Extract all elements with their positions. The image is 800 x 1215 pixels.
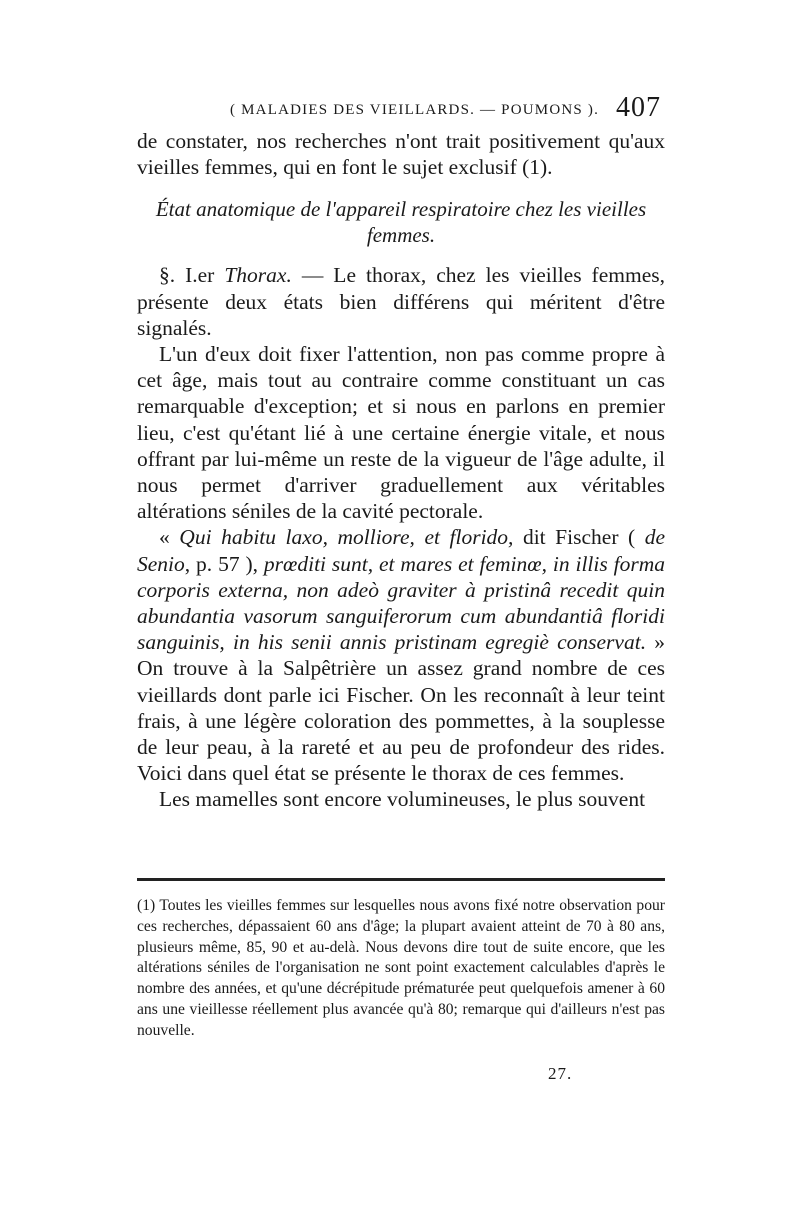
latin-quote-part1: Qui habitu laxo, molliore, et florido, [179,525,514,550]
running-head: ( MALADIES DES VIEILLARDS. — POUMONS ). [230,102,600,118]
paragraph-mamelles: Les mamelles sont encore volumineuses, le plus souvent [159,787,646,812]
quote-open: « [159,525,180,550]
paragraph-intro: de constater, nos recherches n'ont trait positivement qu'aux vieilles femmes, qui en font le sujet exclusif (1). [137,129,665,180]
footnote [137,896,665,1042]
page-number: 407 [616,92,661,123]
section-heading-line2: femmes. [366,223,436,248]
paragraph-thorax-text: — Le thorax, chez les vieilles femmes, présente deux états bien différens qui méritent d'être signalés. [137,263,665,340]
page-body [137,128,665,813]
footnote-divider [137,878,665,881]
section-heading-line1: État anatomique de l'appareil respiratoire chez les vieilles [155,197,647,222]
citation-author: dit Fischer ( [513,525,645,550]
paragraph-salpetriere: » On trouve à la Salpêtrière un assez grand nombre de ces vieillards dont parle ici Fischer. On les reconnaît à leur teint frais, à une légère coloration des pommettes, à la souplesse de leur peau, à la rareté et au peu de profondeur des rides. Voici dans quel état se présente le thorax de ces femmes. [137,630,665,786]
section-number: §. I.er [159,263,215,288]
section-heading [137,196,665,248]
page-header [0,92,800,132]
latin-quote-part2: prœditi sunt, et mares et feminœ, in illis forma corporis externa, non adeò graviter à pristinâ recedit quin abundantia vasorum sanguiferorum cum abundantiâ floridi sanguinis, in his senii annis pristinam egregiè conservat. [137,551,665,655]
paragraph-exception: L'un d'eux doit fixer l'attention, non pas comme propre à cet âge, mais tout au contraire comme constituant un cas remarquable d'exception; et si nous en parlons en premier lieu, c'est qu'étant lié à une certaine énergie vitale, et nous offrant par lui-même un reste de la vigueur de l'âge adulte, il nous permet d'arriver graduellement aux véritables altérations séniles de la cavité pectorale. [137,342,665,524]
section-title: Thorax. [224,263,292,288]
citation-source: de Senio [137,525,666,576]
signature-mark: 27. [548,1064,573,1083]
footnote-text: (1) Toutes les vieilles femmes sur lesquelles nous avons fixé notre observation pour ces recherches, dépassaient 60 ans d'âge; la plupart avaient atteint de 70 à 80 ans, plusieurs même, 85, 90 et au-delà. Nous devons dire tout de suite encore, que les altérations séniles de l'organisation ne sont point exactement calculables d'après le nombre des années, et qu'une décrépitude prématurée peut quelquefois amener à 60 ans une vieillesse réellement plus avancée qu'à 80; remarque qui d'ailleurs n'est pas nouvelle. [137,897,665,1039]
paragraph-fischer-quote [137,524,665,786]
paragraph-thorax [137,262,665,341]
citation-page: , p. 57 ), [184,551,264,576]
